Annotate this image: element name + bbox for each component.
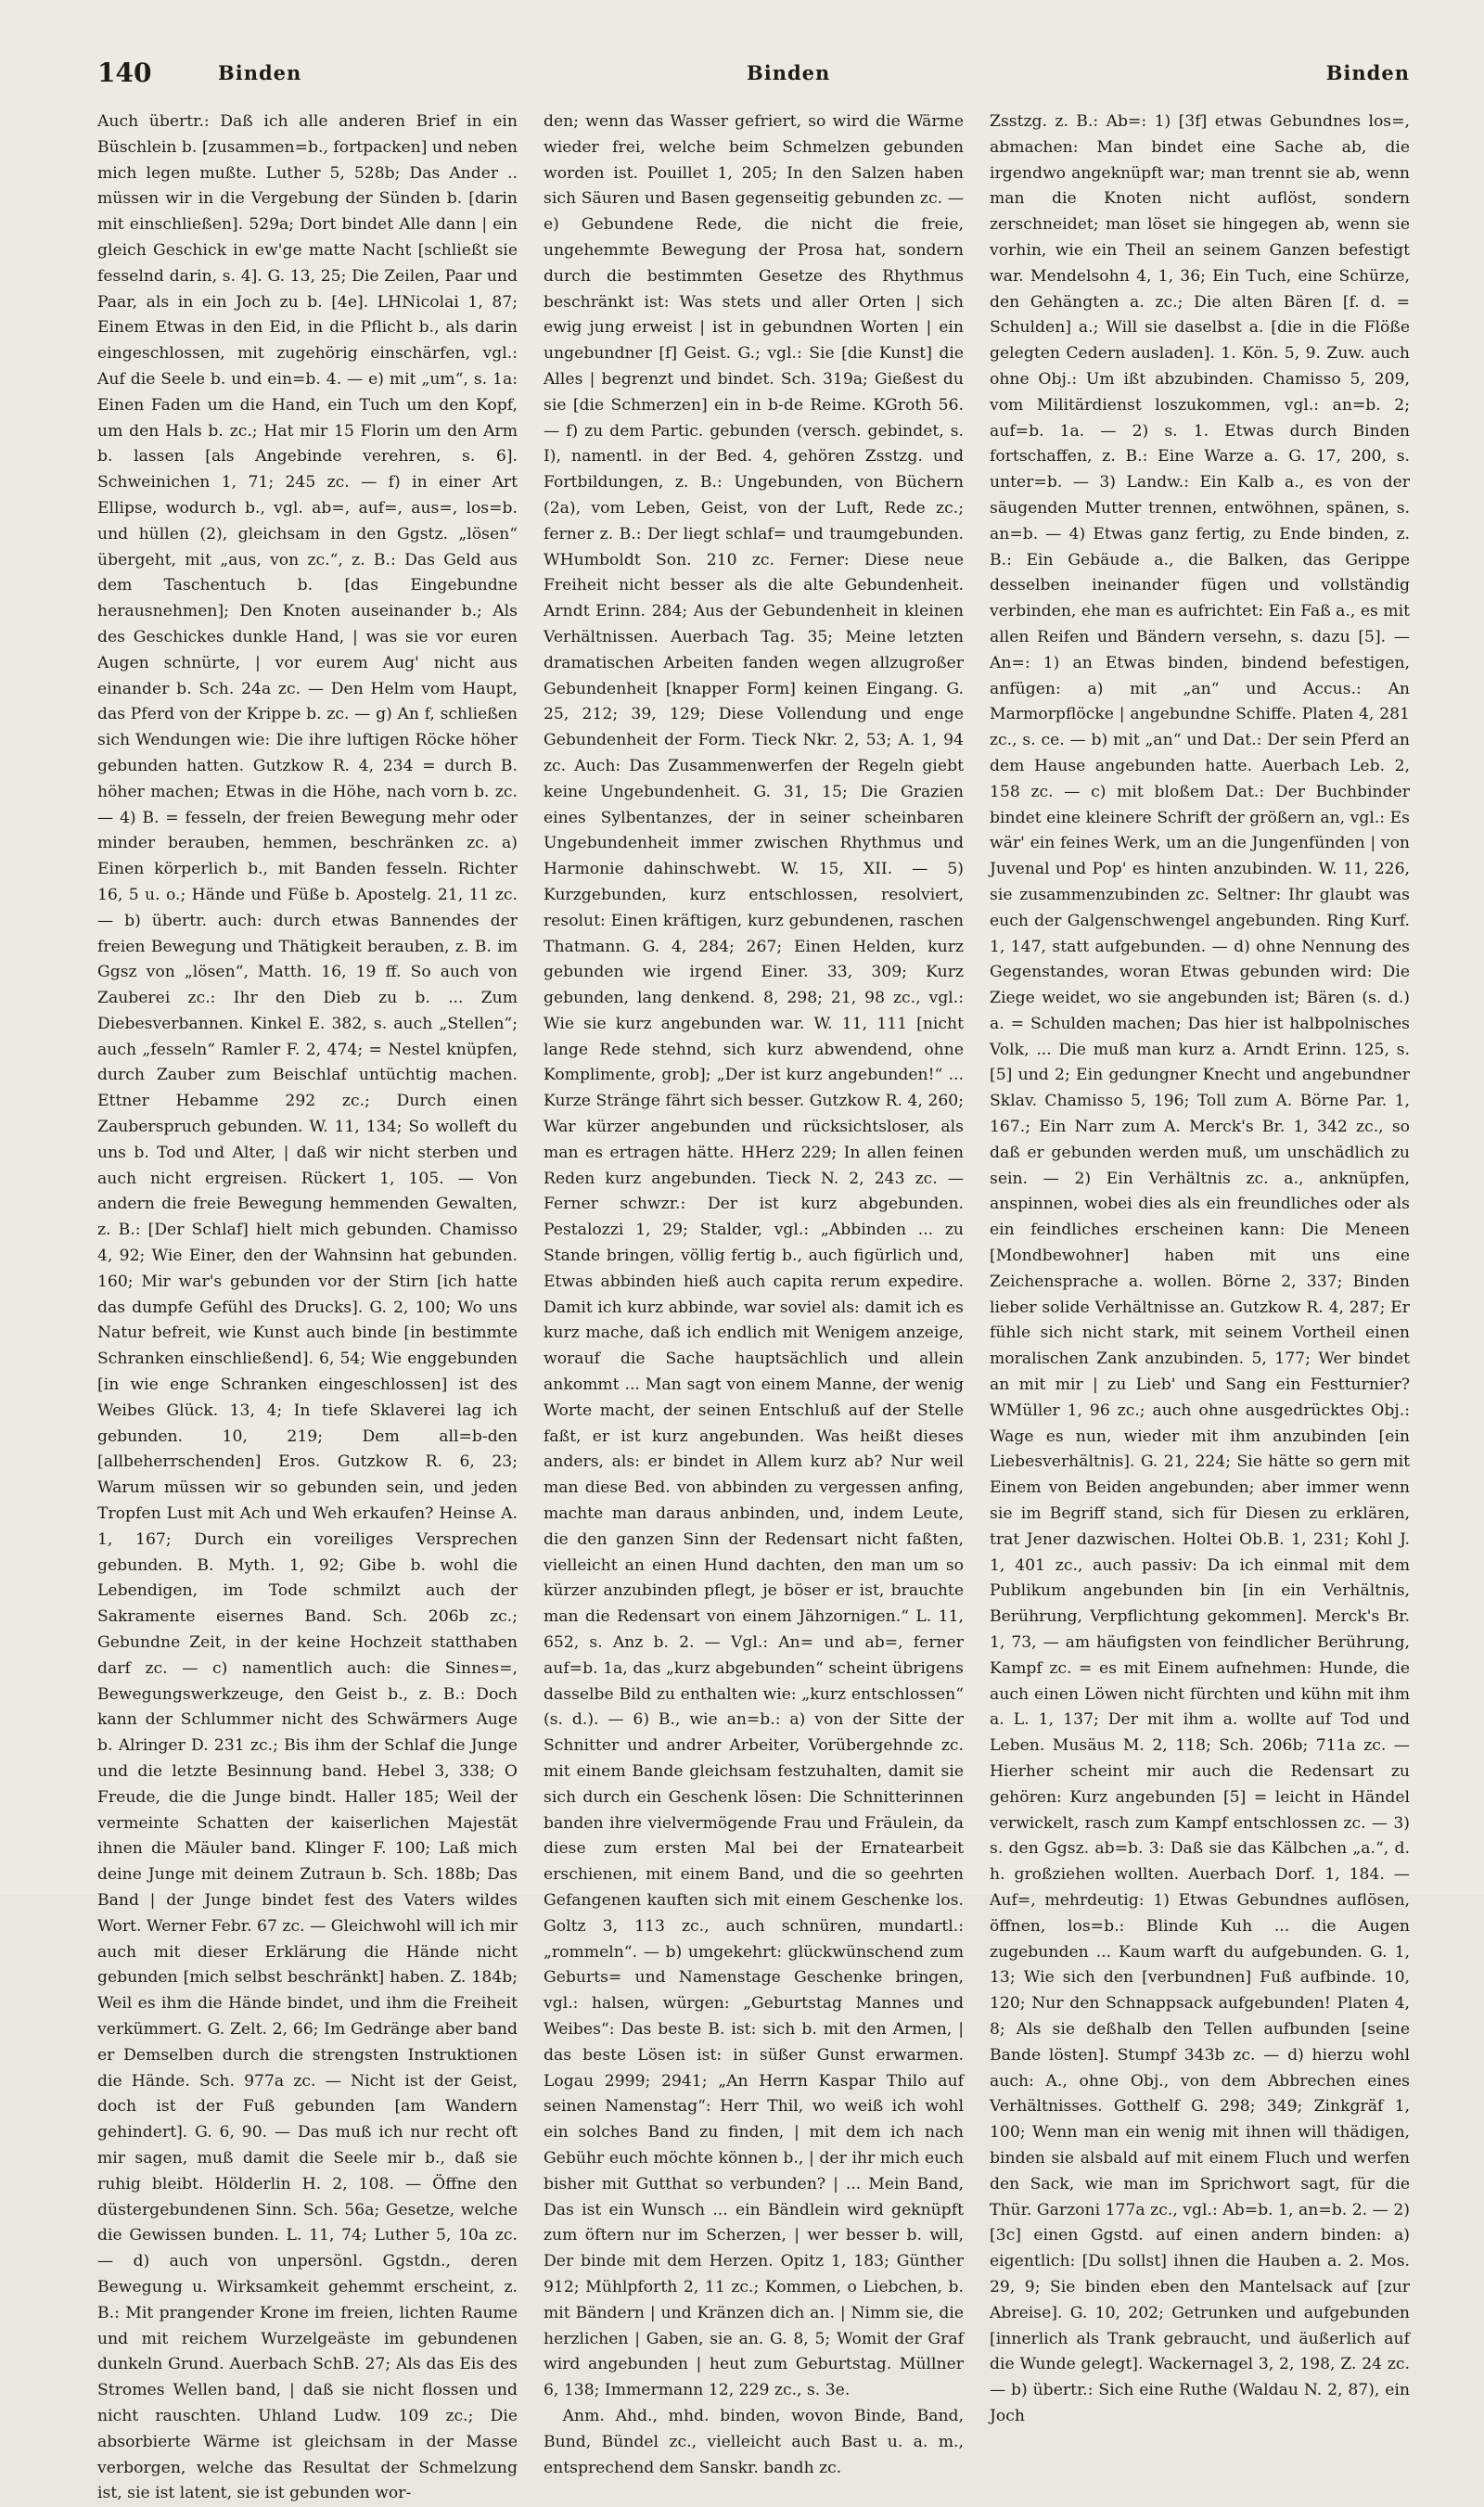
entry-paragraph: Zsstzg. z. B.: Ab=: 1) [3f] etwas Gebundnes los=, abmachen: Man bindet eine Sache ab, die irgendwo angeknüpft war; man trennt sie ab, wenn man die Knoten nicht auflöst, sondern zerschneidet; man löset sie hingegen ab, wenn sie vorhin, wie ein Theil an seinem Ganzen befestigt war. Mendelsohn 4, 1, 36; Ein Tuch, eine Schürze, den Gehängten a. zc.; Die alten Bären [f. d. = Schulden] a.; Will sie daselbst a. [die in die Flöße gelegten Cedern ausladen]. 1. Kön. 5, 9. Zuw. auch ohne Obj.: Um ißt abzubinden. Chamisso 5, 209, vom Militärdienst loszukommen, vgl.: an=b. 2; auf=b. 1a. — 2) s. 1. Etwas durch Binden fortschaffen, z. B.: Eine Warze a. G. 17, 200, s. unter=b. — 3) Landw.: Ein Kalb a., es von der säugenden Mutter trennen, entwöhnen, spänen, s. an=b. — 4) Etwas ganz fertig, zu Ende binden, z. B.: Ein Gebäude a., die Balken, das Gerippe desselben ineinander fügen und vollständig verbinden, ehe man es aufrichtet: Ein Faß a., es mit allen Reifen und Bändern versehn, s. dazu [5]. — An=: 1) an Etwas binden, bindend befestigen, anfügen: a) mit „an“ und Accus.: An Marmorpflöcke | angebundne Schiffe. Platen 4, 281 zc., s. ce. — b) mit „an“ und Dat.: Der sein Pferd an dem Hause angebunden hatte. Auerbach Leb. 2, 158 zc. — c) mit bloßem Dat.: Der Buchbinder bindet eine kleinere Schrift der größern an, vgl.: Es wär' ein feines Werk, um an die Jungenfünden | von Juvenal und Pop' es hinten anzubinden. W. 11, 226, sie zusammenzubinden zc. Seltner: Ihr glaubt was euch der Galgenschwengel angebunden. Ring Kurf. 1, 147, statt aufgebunden. — d) ohne Nennung des Gegenstandes, woran Etwas gebunden wird: Die Ziege weidet, wo sie angebunden ist; Bären (s. d.) a. = Schulden machen; Das hier ist halbpolnisches Volk, ... Die muß man kurz a. Arndt Erinn. 125, s. [5] und 2; Ein gedungner Knecht und angebundner Sklav. Chamisso 5, 196; Toll zum A. Börne Par. 1, 167.; Ein Narr zum A. Merck's Br. 1, 342 zc., so daß er gebunden werden muß, um unschädlich zu sein. — 2) Ein Verhältnis zc. a., anknüpfen, anspinnen, wobei dies als ein freundliches oder als ein feindliches erscheinen kann: Die Meneen [Mondbewohner] haben mit uns eine Zeichensprache a. wollen. Börne 2, 337; Binden lieber solide Verhältnisse an. Gutzkow R. 4, 287; Er fühle sich nicht stark, mit seinem Vortheil einen moralischen Zank anzubinden. 5, 177; Wer bindet an mit mir | zu Lieb' und Sang ein Festturnier? WMüller 1, 96 zc.; auch ohne ausgedrücktes Obj.: Wage es nun, wieder mit ihm anzubinden [ein Liebesverhältnis]. G. 21, 224; Sie hätte so gern mit Einem von Beiden angebunden; aber immer wenn sie im Begriff stand, sich für Diesen zu erklären, trat Jener dazwischen. Holtei Ob.B. 1, 231; Kohl J. 1, 401 zc., auch passiv: Da ich einmal mit dem Publikum angebunden bin [in ein Verhältnis, Berührung, Verpflichtung gekommen]. Merck's Br. 1, 73, — am häufigsten von feindlicher Berührung, Kampf zc. = es mit Einem aufnehmen: Hunde, die auch einen Löwen nicht fürchten und kühn mit ihm a. L. 1, 137; Der mit ihm a. wollte auf Tod und Leben. Musäus M. 2, 118; Sch. 206b; 711a zc. — Hierher scheint mir auch die Redensart zu gehören: Kurz angebunden [5] = leicht in Händel verwickelt, rasch zum Kampf entschlossen zc. — 3) s. den Ggsz. ab=b. 3: Daß sie das Kälbchen „a.“, d. h. großziehen wollten. Auerbach Dorf. 1, 184. — Auf=, mehrdeutig: 1) Etwas Gebundnes auflösen, öffnen, los=b.: Blinde Kuh ... die Augen zugebunden ... Kaum warft du aufgebunden. G. 1, 13; Wie sich den [verbundnen] Fuß aufbinde. 10, 120; Nur den Schnappsack aufgebunden! Platen 4, 8; Als sie deßhalb den Tellen aufbunden [seine Bande lösten]. Stumpf 343b zc. — d) hierzu wohl auch: A., ohne Obj., von dem Abbrechen eines Verhältnisses. Gotthelf G. 298; 349; Zinkgräf 1, 100; Wenn man ein wenig mit ihnen will thädigen, binden sie alsbald auf mit einem Fluch und werfen den Sack, wie man im Sprichwort sagt, für die Thür. Garzoni 177a zc., vgl.: Ab=b. 1, an=b. 2. — 2) [3c] einen Ggstd. auf einen andern binden: a) eigentlich: [Du sollst] ihnen die Hauben a. 2. Mos. 29, 9; Sie binden eben den Mantelsack auf [zur Abreise]. G. 10, 202; Getrunken und aufgebunden [innerlich als Trank gebraucht, und äußerlich auf die Wunde gelegt]. Wackernagel 3, 2, 198, Z. 24 zc. — b) übertr.: Sich eine Ruthe (Waldau N. 2, 87), ein Joch <box>990 112 1410 2425</box>
column-left <box>97 109 518 2503</box>
running-head-center: Binden <box>747 61 831 84</box>
column-right <box>990 109 1410 2425</box>
entry-paragraph: Auch übertr.: Daß ich alle anderen Brief in ein Büschlein b. [zusammen=b., fortpacken] und neben mich legen mußte. Luther 5, 528b; Das Ander .. müssen wir in die Vergebung der Sünden b. [darin mit einschließen]. 529a; Dort bindet Alle dann | ein gleich Geschick in ew'ge matte Nacht [schließt sie fesselnd darin, s. 4]. G. 13, 25; Die Zeilen, Paar und Paar, als in ein Joch zu b. [4e]. LHNicolai 1, 87; Einem Etwas in den Eid, in die Pflicht b., als darin eingeschlossen, mit zugehörig einschärfen, vgl.: Auf die Seele b. und ein=b. 4. — e) mit „um“, s. 1a: Einen Faden um die Hand, ein Tuch um den Kopf, um den Hals b. zc.; Hat mir 15 Florin um den Arm b. lassen [als Angebinde verehren, s. 6]. Schweinichen 1, 71; 245 zc. — f) in einer Art Ellipse, wodurch b., vgl. ab=, auf=, aus=, los=b. und hüllen (2), gleichsam in den Ggstz. „lösen“ übergeht, mit „aus, von zc.“, z. B.: Das Geld aus dem Taschentuch b. [das Eingebundne herausnehmen]; Den Knoten auseinander b.; Als des Geschickes dunkle Hand, | was sie vor euren Augen schnürte, | vor eurem Aug' nicht aus einander b. Sch. 24a zc. — Den Helm vom Haupt, das Pferd von der Krippe b. zc. — g) An f, schließen sich Wendungen wie: Die ihre luftigen Röcke höher gebunden hatten. Gutzkow R. 4, 234 = durch B. höher machen; Etwas in die Höhe, nach vorn b. zc. — 4) B. = fesseln, der freien Bewegung mehr oder minder berauben, hemmen, beschränken zc. a) Einen körperlich b., mit Banden fesseln. Richter 16, 5 u. o.; Hände und Füße b. Apostelg. 21, 11 zc. — b) übertr. auch: durch etwas Bannendes der freien Bewegung und Thätigkeit berauben, z. B. im Ggsz von „lösen“, Matth. 16, 19 ff. So auch von Zauberei zc.: Ihr den Dieb zu b. ... Zum Diebesverbannen. Kinkel E. 382, s. auch „Stellen“; auch „fesseln“ Ramler F. 2, 474; = Nestel knüpfen, durch Zauber zum Beischlaf untüchtig machen. Ettner Hebamme 292 zc.; Durch einen Zauberspruch gebunden. W. 11, 134; So wolleft du uns b. Tod und Alter, | daß wir nicht sterben und auch nicht ergreisen. Rückert 1, 105. — Von andern die freie Bewegung hemmenden Gewalten, z. B.: [Der Schlaf] hielt mich gebunden. Chamisso 4, 92; Wie Einer, den der Wahnsinn hat gebunden. 160; Mir war's gebunden vor der Stirn [ich hatte das dumpfe Gefühl des Drucks]. G. 2, 100; Wo uns Natur befreit, wie Kunst auch binde [in bestimmte Schranken einschließend]. 6, 54; Wie enggebunden [in wie enge Schranken eingeschlossen] ist des Weibes Glück. 13, 4; In tiefe Sklaverei lag ich gebunden. 10, 219; Dem all=b-den [allbeherrschenden] Eros. Gutzkow R. 6, 23; Warum müssen wir so gebunden sein, und jeden Tropfen Lust mit Ach und Weh erkaufen? Heinse A. 1, 167; Durch ein voreiliges Versprechen gebunden. B. Myth. 1, 92; Gibe b. wohl die Lebendigen, im Tode schmilzt auch der Sakramente eisernes Band. Sch. 206b zc.; Gebundne Zeit, in der keine Hochzeit statthaben darf zc. — c) namentlich auch: die Sinnes=, Bewegungswerkzeuge, den Geist b., z. B.: Doch kann der Schlummer nicht des Schwärmers Auge b. Alringer D. 231 zc.; Bis ihm der Schlaf die Junge und die letzte Besinnung band. Hebel 3, 338; O Freude, die die Junge bindt. Haller 185; Weil der vermeinte Schatten der kaiserlichen Majestät ihnen die Mäuler band. Klinger F. 100; Laß mich deine Junge mit deinem Zutraun b. Sch. 188b; Das Band | der Junge bindet fest des Vaters wildes Wort. Werner Febr. 67 zc. — Gleichwohl will ich mir auch mit dieser Erklärung die Hände nicht gebunden [mich selbst beschränkt] haben. Z. 184b; Weil es ihm die Hände bindet, und ihm die Freiheit verkümmert. G. Zelt. 2, 66; Im Gedränge aber band er Demselben durch die strengsten Instruktionen die Hände. Sch. 977a zc. — Nicht ist der Geist, doch ist der Fuß gebunden [am Wandern gehindert]. G. 6, 90. — Das muß ich nur recht oft mir sagen, muß damit die Seele mir b., daß sie ruhig bleibt. Hölderlin H. 2, 108. — Öffne den düstergebundenen Sinn. Sch. 56a; Gesetze, welche die Gewissen bunden. L. 11, 74; Luther 5, 10a zc. — d) auch von unpersönl. Ggstdn., deren Bewegung u. Wirksamkeit gehemmt erscheint, z. B.: Mit prangender Krone im freien, lichten Raume und mit reichem Wurzelgeäste im gebundenen dunkeln Grund. Auerbach SchB. 27; Als das Eis des Stromes Wellen band, | daß sie nicht flossen und nicht rauschten. Uhland Ludw. 109 zc.; Die absorbierte Wärme ist gleichsam in der Masse verborgen, welche das Resultat der Schmelzung ist, sie ist latent, sie ist gebunden wor- <box>97 112 518 2503</box>
running-head-left: Binden <box>218 61 302 84</box>
entry-paragraph: den; wenn das Wasser gefriert, so wird die Wärme wieder frei, welche beim Schmelzen gebunden worden ist. Pouillet 1, 205; In den Salzen haben sich Säuren und Basen gegenseitig gebunden zc. — e) Gebundene Rede, die nicht die freie, ungehemmte Bewegung der Prosa hat, sondern durch die bestimmten Gesetze des Rhythmus beschränkt ist: Was stets und aller Orten | sich ewig jung erweist | ist in gebundnen Worten | ein ungebundner [f] Geist. G.; vgl.: Sie [die Kunst] die Alles | begrenzt und bindet. Sch. 319a; Gießest du sie [die Schmerzen] ein in b-de Reime. KGroth 56. — f) zu dem Partic. gebunden (versch. gebindet, s. I), namentl. in der Bed. 4, gehören Zsstzg. und Fortbildungen, z. B.: Ungebunden, von Büchern (2a), vom Leben, Geist, von der Luft, Rede zc.; ferner z. B.: Der liegt schlaf= und traumgebunden. WHumboldt Son. 210 zc. Ferner: Diese neue Freiheit nicht besser als die alte Gebundenheit. Arndt Erinn. 284; Aus der Gebundenheit in kleinen Verhältnissen. Auerbach Tag. 35; Meine letzten dramatischen Arbeiten fanden wegen allzugroßer Gebundenheit [knapper Form] keinen Eingang. G. 25, 212; 39, 129; Diese Vollendung und enge Gebundenheit der Form. Tieck Nkr. 2, 53; A. 1, 94 zc. Auch: Das Zusammenwerfen der Regeln giebt keine Ungebundenheit. G. 31, 15; Die Grazien eines Sylbentanzes, der in seiner scheinbaren Ungebundenheit immer zwischen Rhythmus und Harmonie dahinschwebt. W. 15, XII. — 5) Kurzgebunden, kurz entschlossen, resolviert, resolut: Einen kräftigen, kurz gebundenen, raschen Thatmann. G. 4, 284; 267; Einen Helden, kurz gebunden wie irgend Einer. 33, 309; Kurz gebunden, lang denkend. 8, 298; 21, 98 zc., vgl.: Wie sie kurz angebunden war. W. 11, 111 [nicht lange Rede stehnd, sich kurz abwendend, ohne Komplimente, grob]; „Der ist kurz angebunden!“ ... Kurze Stränge fährt sich besser. Gutzkow R. 4, 260; War kürzer angebunden und rücksichtsloser, als man es ertragen hätte. HHerz 229; In allen feinen Reden kurz angebunden. Tieck N. 2, 243 zc. — Ferner schwzr.: Der ist kurz abgebunden. Pestalozzi 1, 29; Stalder, vgl.: „Abbinden ... zu Stande bringen, völlig fertig b., auch figürlich und, Etwas abbinden hieß auch capita rerum expedire. Damit ich kurz abbinde, war soviel als: damit ich es kurz mache, daß ich endlich mit Wenigem anzeige, worauf die Sache hauptsächlich und allein ankommt ... Man sagt von einem Manne, der wenig Worte macht, der seinen Entschluß auf der Stelle faßt, er ist kurz angebunden. Was heißt dieses anders, als: er bindet in Allem kurz ab? Nur weil man diese Bed. von abbinden zu vergessen anfing, machte man daraus anbinden, und, indem Leute, die den ganzen Sinn der Redensart nicht faßten, vielleicht an einen Hund dachten, den man um so kürzer anzubinden pflegt, je böser er ist, brauchte man die Redensart von einem Jähzornigen.“ L. 11, 652, s. Anz b. 2. — Vgl.: An= und ab=, ferner auf=b. 1a, das „kurz abgebunden“ scheint übrigens dasselbe Bild zu enthalten wie: „kurz entschlossen“ (s. d.). — 6) B., wie an=b.: a) von der Sitte der Schnitter und andrer Arbeiter, Vorübergehnde zc. mit einem Bande gleichsam festzuhalten, damit sie sich durch ein Geschenk lösen: Die Schnitterinnen banden ihre vielvermögende Frau und Fräulein, da diese zum ersten Mal bei der Ernatearbeit erschienen, mit einem Band, und die so geehrten Gefangenen kauften sich mit einem Geschenke los. Goltz 3, 113 zc., auch schnüren, mundartl.: „rommeln“. — b) umgekehrt: glückwünschend zum Geburts= und Namenstage Geschenke bringen, vgl.: halsen, würgen: „Geburtstag Mannes und Weibes“: Das beste B. ist: sich b. mit den Armen, | das beste Lösen ist: in süßer Gunst erwarmen. Logau 2999; 2941; „An Herrn Kaspar Thilo auf seinen Namenstag“: Herr Thil, wo weiß ich wohl ein solches Band zu finden, | mit dem ich nach Gebühr euch möchte können b., | der ihr mich euch bisher mit Gutthat so verbunden? | ... Mein Band, Das ist ein Wunsch ... ein Bändlein wird geknüpft zum öftern nur im Scherzen, | wer besser b. will, Der binde mit dem Herzen. Opitz 1, 183; Günther 912; Mühlpforth 2, 11 zc.; Kommen, o Liebchen, b. mit Bändern | und Kränzen dich an. | Nimm sie, die herzlichen | Gaben, sie an. G. 8, 5; Womit der Graf wird angebunden | heut zum Geburtstag. Müllner 6, 138; Immermann 12, 229 zc., s. 3e. <box>544 112 964 2400</box>
column-middle <box>544 109 964 2477</box>
text-columns <box>97 109 1410 2503</box>
page-number: 140 <box>97 58 152 88</box>
running-head-right: Binden <box>1325 61 1410 84</box>
page-header <box>97 58 1410 95</box>
etymology-note: Anm. Ahd., mhd. binden, wovon Binde, Band, Bund, Bündel zc., vielleicht auch Bast u. a. m., entsprechend dem Sanskr. bandh zc. <box>544 2406 964 2477</box>
